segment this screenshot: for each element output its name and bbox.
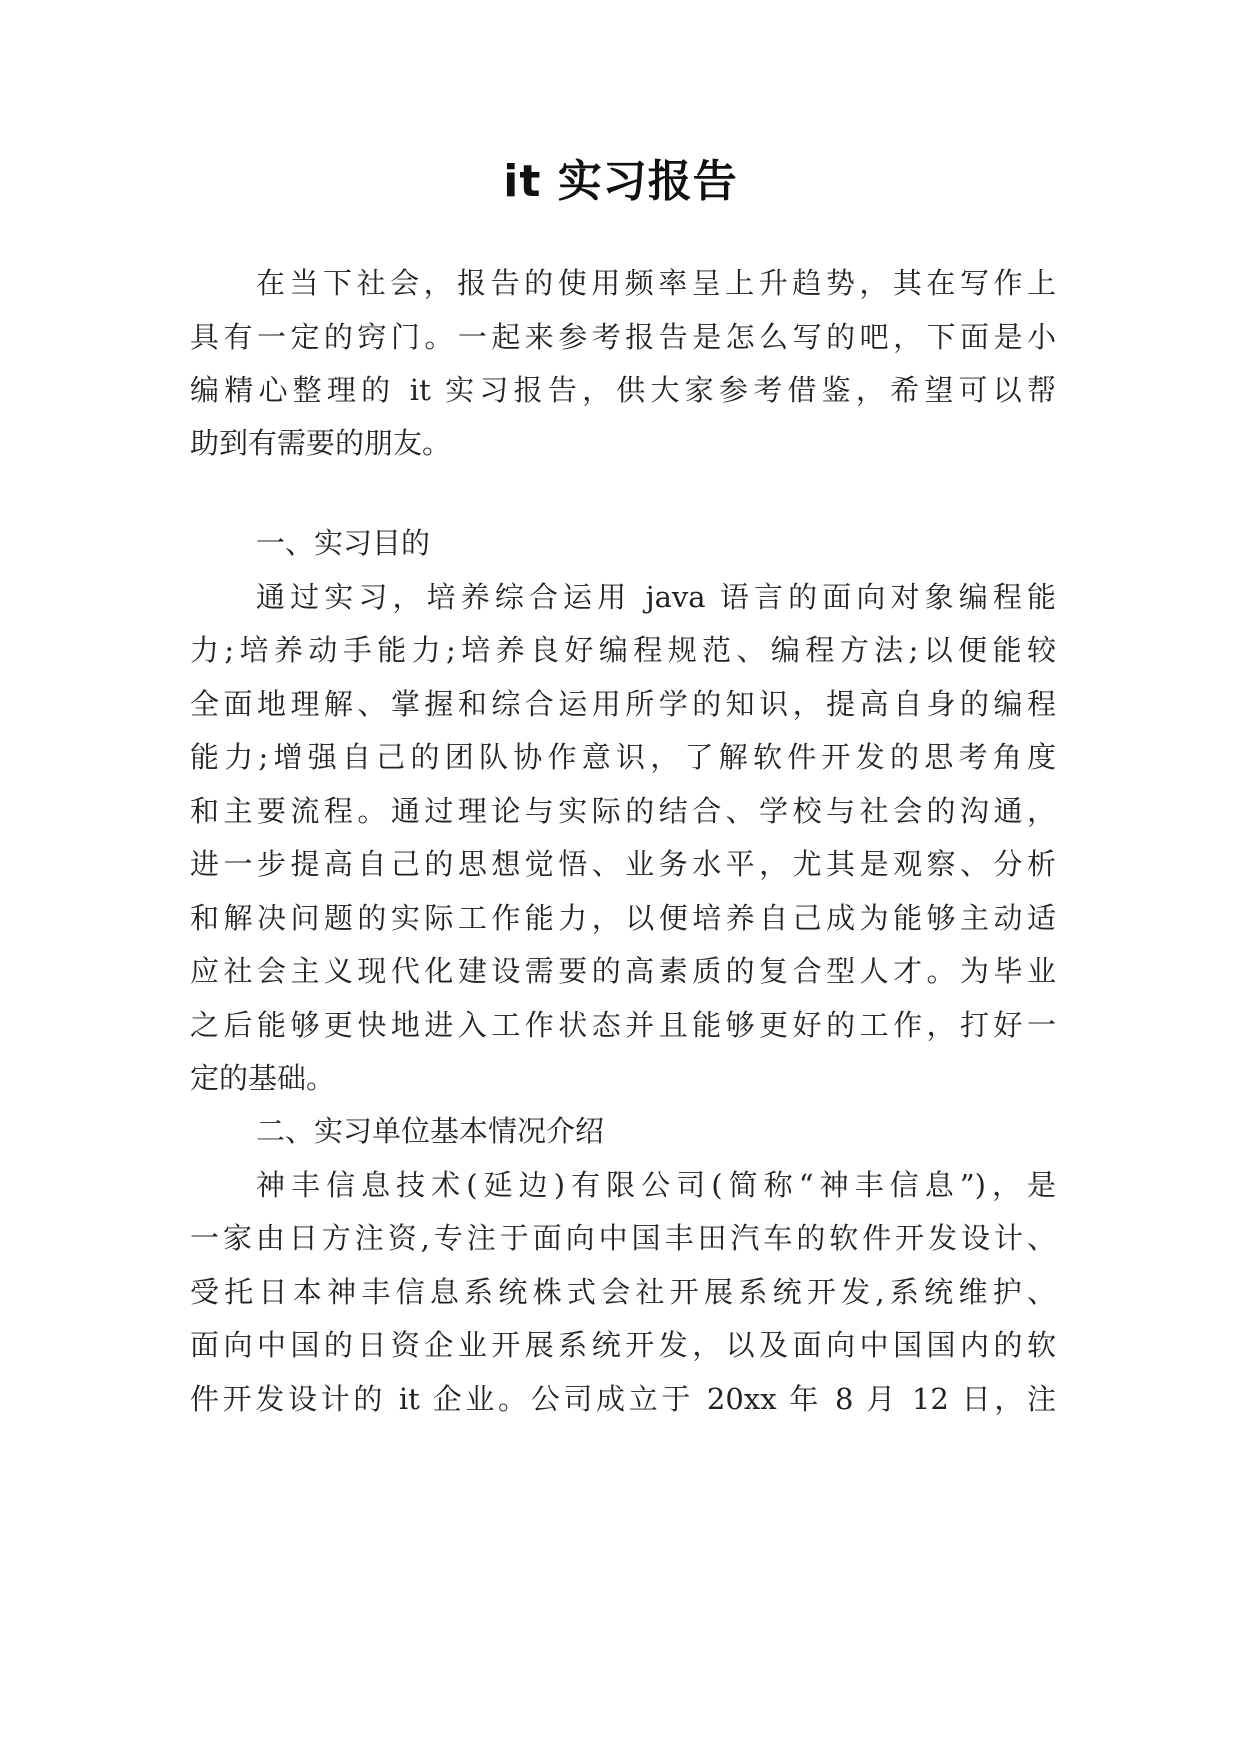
intro-line: 编精心整理的 it 实习报告，供大家参考借鉴，希望可以帮	[190, 373, 1056, 407]
paragraph-line: 进一步提高自己的思想觉悟、业务水平，尤其是观察、分析	[190, 847, 1056, 881]
section-heading-purpose: 一、实习目的	[256, 526, 431, 560]
paragraph-line: 受托日本神丰信息系统株式会社开展系统开发,系统维护、	[190, 1275, 1056, 1309]
paragraph-line: 一家由日方注资,专注于面向中国丰田汽车的软件开发设计、	[190, 1221, 1056, 1255]
paragraph-line: 神丰信息技术(延边)有限公司(简称“神丰信息”)，是	[256, 1168, 1056, 1202]
paragraph-line: 和主要流程。通过理论与实际的结合、学校与社会的沟通，	[190, 794, 1056, 828]
paragraph-line: 和解决问题的实际工作能力，以便培养自己成为能够主动适	[190, 901, 1056, 935]
intro-line: 具有一定的窍门。一起来参考报告是怎么写的吧，下面是小	[190, 320, 1056, 354]
intro-line: 助到有需要的朋友。	[190, 426, 452, 460]
paragraph-line: 能力;增强自己的团队协作意识，了解软件开发的思考角度	[190, 740, 1056, 774]
paragraph-line: 件开发设计的 it 企业。公司成立于 20xx 年 8 月 12 日，注	[190, 1382, 1056, 1416]
paragraph-line: 定的基础。	[190, 1061, 336, 1095]
paragraph-line: 面向中国的日资企业开展系统开发，以及面向中国国内的软	[190, 1328, 1056, 1362]
document-title: it 实习报告	[503, 156, 738, 207]
paragraph-line: 应社会主义现代化建设需要的高素质的复合型人才。为毕业	[190, 954, 1056, 988]
paragraph-line: 通过实习，培养综合运用 java 语言的面向对象编程能	[256, 580, 1056, 614]
section-heading-company: 二、实习单位基本情况介绍	[256, 1114, 605, 1148]
intro-line: 在当下社会，报告的使用频率呈上升趋势，其在写作上	[256, 266, 1056, 300]
paragraph-line: 力;培养动手能力;培养良好编程规范、编程方法;以便能较	[190, 633, 1056, 667]
paragraph-line: 之后能够更快地进入工作状态并且能够更好的工作，打好一	[190, 1008, 1056, 1042]
paragraph-line: 全面地理解、掌握和综合运用所学的知识，提高自身的编程	[190, 687, 1056, 721]
